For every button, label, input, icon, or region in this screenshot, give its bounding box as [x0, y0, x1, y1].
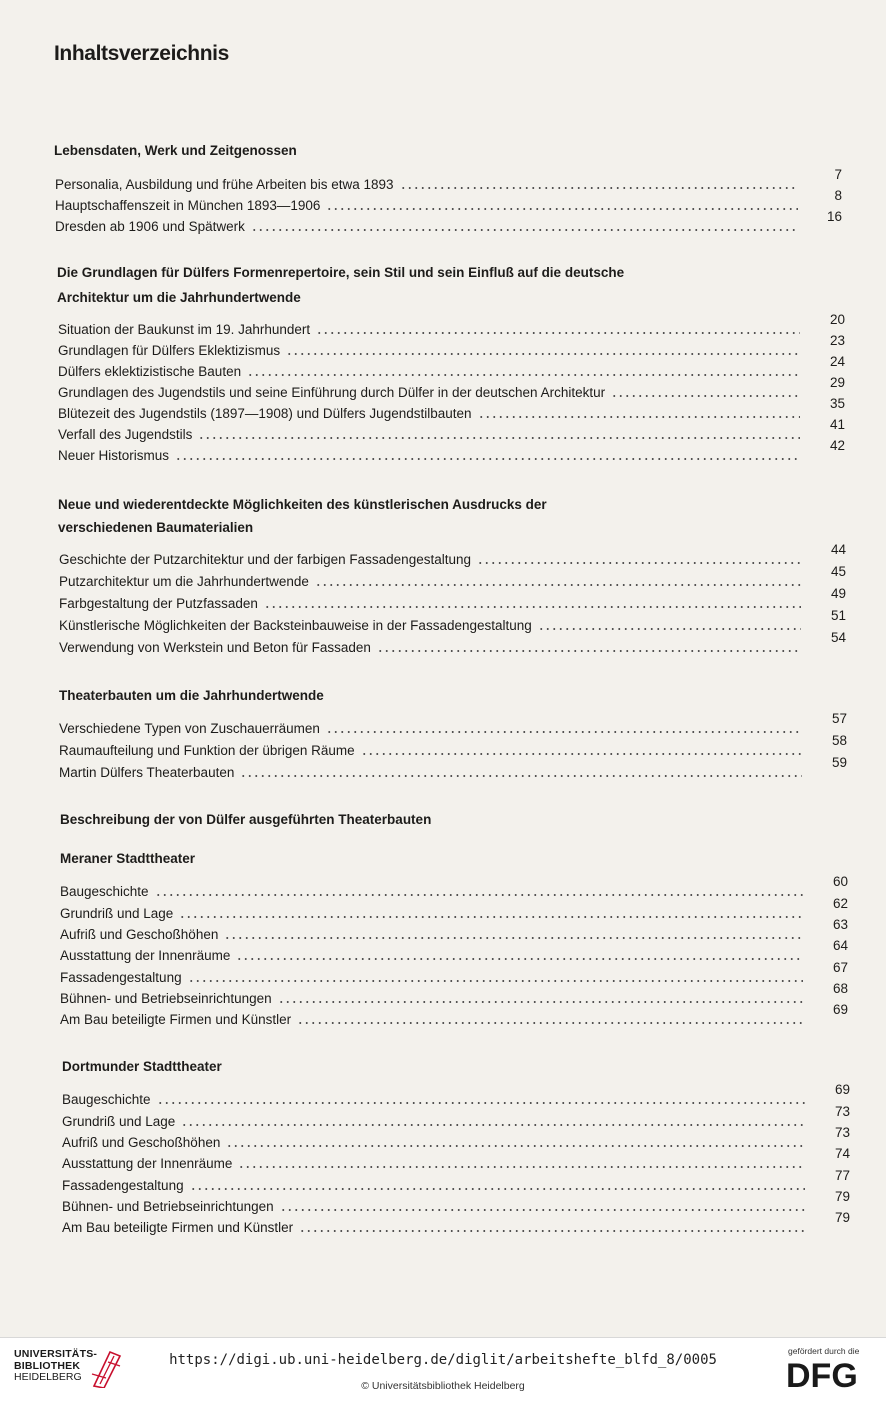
toc-entry-page: 63	[832, 917, 848, 932]
leader-dots	[226, 1144, 805, 1148]
leader-dots	[247, 373, 800, 377]
library-name-line: HEIDELBERG	[14, 1371, 82, 1383]
toc-entry[interactable]	[60, 981, 848, 1007]
toc-entry[interactable]	[60, 938, 848, 964]
leader-dots	[188, 979, 803, 983]
leader-dots	[175, 457, 800, 461]
toc-entry-page: 20	[829, 312, 845, 327]
leader-dots	[538, 627, 801, 631]
leader-dots	[238, 1165, 805, 1169]
leader-dots	[236, 957, 803, 961]
toc-entry-title: Dülfers eklektizistische Bauten	[58, 364, 242, 379]
toc-entry-title: Geschichte der Putzarchitektur und der farbigen Fassadengestaltung	[59, 552, 471, 567]
section-heading	[57, 262, 757, 308]
toc-entry-title: Blütezeit des Jugendstils (1897—1908) und Dülfers Jugendstilbauten	[58, 406, 472, 421]
dfg-logo-icon[interactable]	[786, 1358, 872, 1390]
toc-entry[interactable]	[58, 438, 845, 464]
toc-entry-title: Martin Dülfers Theaterbauten	[59, 765, 235, 780]
toc-entry-page: 41	[829, 417, 845, 432]
toc-entry[interactable]	[62, 1189, 850, 1215]
leader-dots	[280, 1208, 805, 1212]
toc-entry[interactable]	[58, 333, 845, 359]
toc-entry-title: Verwendung von Werkstein und Beton für Fassaden	[59, 640, 371, 655]
section-heading: Lebensdaten, Werk und Zeitgenossen	[54, 143, 297, 158]
leader-dots	[361, 752, 802, 756]
toc-entry-page: 29	[829, 375, 845, 390]
section-heading: Beschreibung der von Dülfer ausgeführten Theaterbauten	[60, 812, 432, 827]
toc-entry-title: Aufriß und Geschoßhöhen	[62, 1135, 221, 1150]
toc-entry-page: 73	[834, 1125, 850, 1140]
section-heading-line: Architektur um die Jahrhundertwende	[57, 290, 301, 305]
toc-entry[interactable]	[59, 586, 846, 612]
toc-entry[interactable]	[62, 1125, 850, 1151]
toc-entry-page: 60	[832, 874, 848, 889]
toc-entry-title: Grundriß und Lage	[62, 1114, 176, 1129]
toc-entry-title: Baugeschichte	[60, 884, 149, 899]
toc-entry-page: 74	[834, 1146, 850, 1161]
toc-entry[interactable]	[60, 874, 848, 900]
toc-entry-title: Verfall des Jugendstils	[58, 427, 193, 442]
leader-dots	[264, 605, 801, 609]
toc-entry-title: Bühnen- und Betriebseinrichtungen	[62, 1199, 274, 1214]
toc-entry[interactable]	[60, 960, 848, 986]
copyright-notice: © Universitätsbibliothek Heidelberg	[361, 1380, 525, 1392]
leader-dots	[315, 583, 801, 587]
toc-entry-page: 57	[831, 711, 847, 726]
library-name-line: UNIVERSITÄTS-	[14, 1348, 98, 1360]
toc-entry-page: 59	[831, 755, 847, 770]
toc-entry-title: Fassadengestaltung	[62, 1178, 184, 1193]
section-heading: Theaterbauten um die Jahrhundertwende	[59, 688, 324, 703]
section-heading	[58, 494, 758, 538]
toc-entry-page: 69	[832, 1002, 848, 1017]
toc-entry[interactable]	[59, 755, 847, 781]
toc-entry-title: Hauptschaffenszeit in München 1893—1906	[55, 198, 321, 213]
leader-dots	[326, 207, 798, 211]
leader-dots	[251, 228, 798, 232]
toc-entry[interactable]	[59, 733, 847, 759]
toc-entry[interactable]	[62, 1082, 850, 1108]
toc-entry-page: 62	[832, 896, 848, 911]
toc-entry[interactable]	[59, 608, 846, 634]
toc-entry-title: Aufriß und Geschoßhöhen	[60, 927, 219, 942]
toc-entry[interactable]	[58, 417, 845, 443]
toc-entry-title: Ausstattung der Innenräume	[62, 1156, 233, 1171]
leader-dots	[477, 561, 801, 565]
leader-dots	[190, 1187, 805, 1191]
toc-entry-page: 58	[831, 733, 847, 748]
toc-entry-page: 54	[830, 630, 846, 645]
toc-entry[interactable]	[60, 1002, 848, 1028]
toc-entry-title: Grundriß und Lage	[60, 906, 174, 921]
toc-entry-title: Situation der Baukunst im 19. Jahrhundert	[58, 322, 311, 337]
leader-dots	[198, 436, 800, 440]
toc-entry-page: 16	[826, 209, 842, 224]
library-name-line: BIBLIOTHEK	[14, 1359, 81, 1372]
toc-entry-page: 8	[834, 188, 842, 203]
toc-entry-page: 77	[834, 1168, 850, 1183]
toc-entry-page: 7	[834, 167, 842, 182]
section-subheading: Meraner Stadttheater	[60, 851, 196, 866]
toc-entry-title: Verschiedene Typen von Zuschauerräumen	[59, 721, 320, 736]
toc-entry[interactable]	[60, 917, 848, 943]
toc-entry-page: 24	[829, 354, 845, 369]
section-heading: Dortmunder Stadttheater	[62, 1059, 222, 1074]
section-heading-line: Neue und wiederentdeckte Möglichkeiten des künstlerischen Ausdrucks der	[58, 497, 547, 512]
toc-entry-page: 44	[830, 542, 846, 557]
toc-entry-page: 45	[830, 564, 846, 579]
toc-entry-page: 73	[834, 1104, 850, 1119]
leader-dots	[611, 394, 800, 398]
toc-entry-page: 69	[834, 1082, 850, 1097]
leader-dots	[179, 915, 803, 919]
leader-dots	[377, 649, 801, 653]
toc-entry-title: Fassadengestaltung	[60, 970, 182, 985]
toc-entry-page: 23	[829, 333, 845, 348]
leader-dots	[240, 774, 802, 778]
leader-dots	[155, 893, 803, 897]
toc-entry-title: Bühnen- und Betriebseinrichtungen	[60, 991, 272, 1006]
toc-entry[interactable]	[62, 1146, 850, 1172]
toc-entry-title: Putzarchitektur um die Jahrhundertwende	[59, 574, 309, 589]
toc-entry-title: Am Bau beteiligte Firmen und Künstler	[62, 1220, 294, 1235]
page-title: Inhaltsverzeichnis	[54, 42, 229, 65]
viewer-footer	[0, 1337, 886, 1401]
leader-dots	[400, 186, 799, 190]
permalink-url[interactable]: https://digi.ub.uni-heidelberg.de/diglit/arbeitshefte_blfd_8/0005	[169, 1352, 717, 1368]
toc-entry[interactable]	[58, 396, 845, 422]
leader-dots	[297, 1021, 803, 1025]
toc-entry[interactable]	[60, 896, 848, 922]
leader-dots	[286, 352, 800, 356]
funding-label: gefördert durch die	[788, 1346, 860, 1356]
toc-entry-page: 64	[832, 938, 848, 953]
toc-entry-title: Grundlagen für Dülfers Eklektizismus	[58, 343, 281, 358]
toc-entry[interactable]	[59, 630, 846, 656]
toc-entry-title: Grundlagen des Jugendstils und seine Einführung durch Dülfer in der deutschen Architektur	[58, 385, 606, 400]
toc-entry-page: 35	[829, 396, 845, 411]
toc-entry[interactable]	[55, 188, 842, 214]
toc-entry[interactable]	[62, 1210, 850, 1236]
toc-entry[interactable]	[62, 1168, 850, 1194]
toc-entry-title: Baugeschichte	[62, 1092, 151, 1107]
toc-entry[interactable]	[59, 711, 847, 737]
toc-entry-title: Farbgestaltung der Putzfassaden	[59, 596, 258, 611]
leader-dots	[278, 1000, 803, 1004]
toc-entry[interactable]	[62, 1104, 850, 1130]
dfg-logo-text: DFG	[786, 1358, 858, 1390]
toc-entry[interactable]	[58, 375, 845, 401]
toc-entry-page: 51	[830, 608, 846, 623]
toc-entry-page: 67	[832, 960, 848, 975]
toc-entry-page: 49	[830, 586, 846, 601]
toc-entry[interactable]	[58, 312, 845, 338]
section-heading-line: Die Grundlagen für Dülfers Formenrepertoire, sein Stil und sein Einfluß auf die deutsche	[57, 265, 625, 280]
toc-entry-title: Raumaufteilung und Funktion der übrigen Räume	[59, 743, 355, 758]
toc-entry-title: Dresden ab 1906 und Spätwerk	[55, 219, 245, 234]
toc-entry[interactable]	[59, 542, 846, 568]
toc-entry-page: 79	[834, 1189, 850, 1204]
leader-dots	[224, 936, 803, 940]
toc-entry-page: 68	[832, 981, 848, 996]
toc-entry[interactable]	[59, 564, 846, 590]
toc-entry-title: Neuer Historismus	[58, 448, 170, 463]
toc-entry-title: Am Bau beteiligte Firmen und Künstler	[60, 1012, 292, 1027]
toc-entry-title: Künstlerische Möglichkeiten der Backsteinbauweise in der Fassadengestaltung	[59, 618, 532, 633]
toc-entry-page: 79	[834, 1210, 850, 1225]
toc-entry-title: Personalia, Ausbildung und frühe Arbeiten bis etwa 1893	[55, 177, 394, 192]
section-heading-line: verschiedenen Baumaterialien	[58, 520, 254, 535]
leader-dots	[478, 415, 800, 419]
leader-dots	[299, 1229, 805, 1233]
toc-entry-title: Ausstattung der Innenräume	[60, 948, 231, 963]
toc-entry-page: 42	[829, 438, 845, 453]
toc-entry[interactable]	[58, 354, 845, 380]
leader-dots	[316, 331, 800, 335]
leader-dots	[181, 1123, 805, 1127]
leader-dots	[157, 1101, 805, 1105]
toc-entry[interactable]	[55, 209, 842, 235]
leader-dots	[326, 730, 802, 734]
toc-entry[interactable]	[55, 167, 842, 193]
